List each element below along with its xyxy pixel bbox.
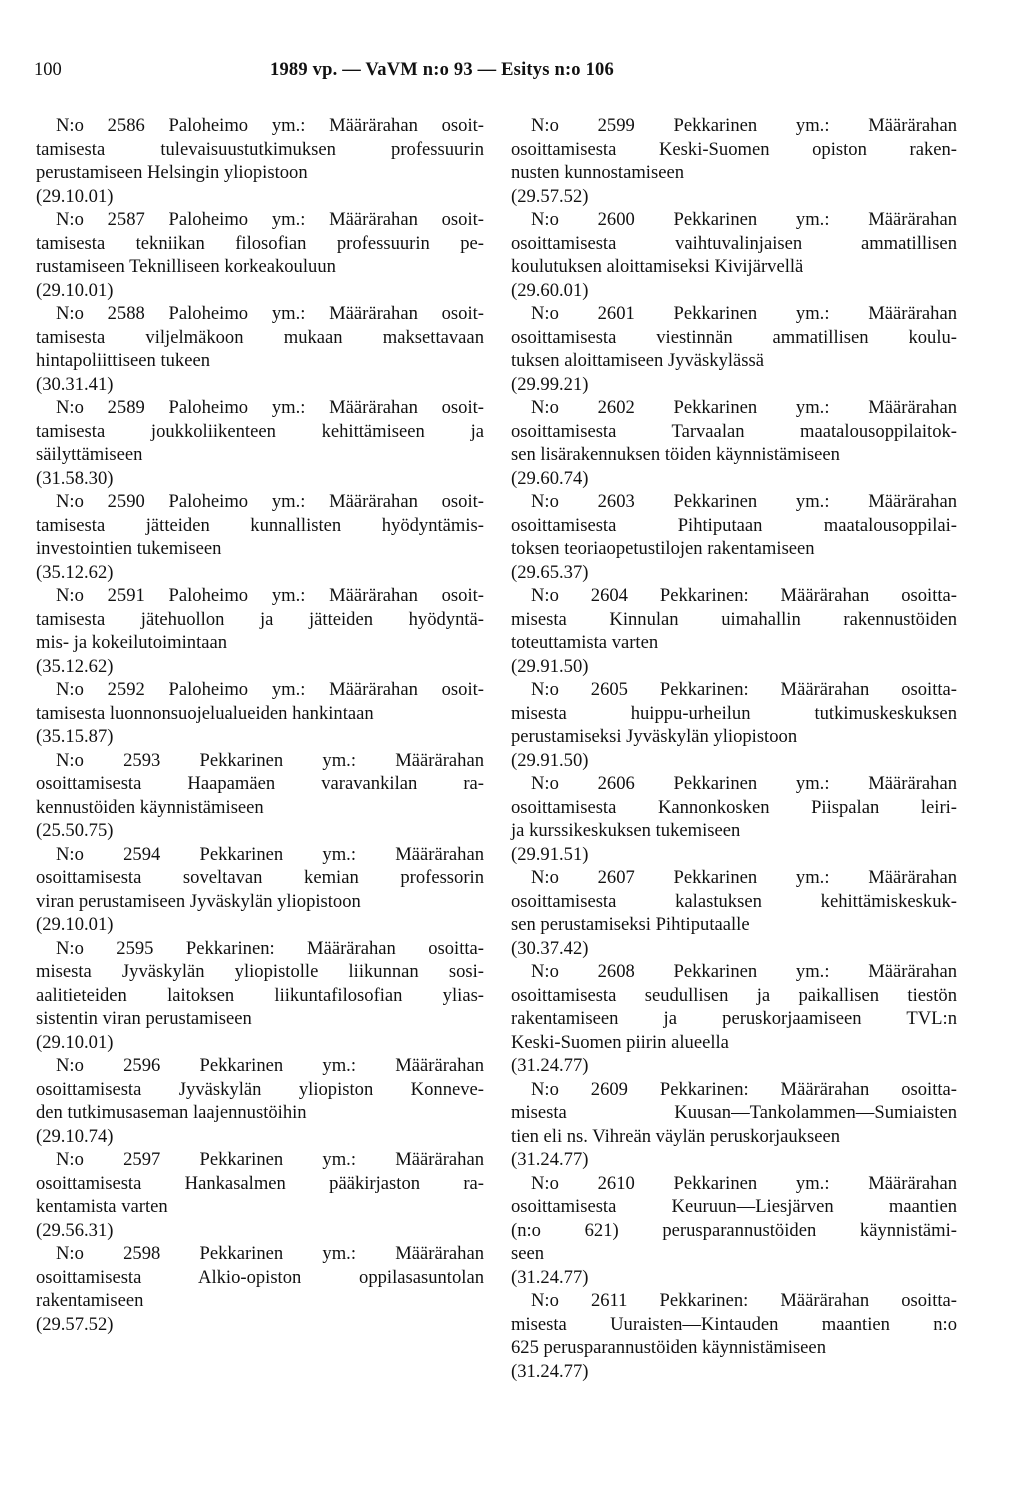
budget-item-ref: (30.37.42) — [511, 937, 589, 959]
budget-item-ref: (29.91.50) — [511, 655, 589, 677]
entry-text-line: osoittamisesta vaihtuvalinjaisen ammatillisen — [511, 232, 957, 254]
entry-text-line: N:o 2606 Pekkarinen ym.: Määrärahan — [531, 773, 957, 794]
budget-item-ref: (31.24.77) — [511, 1149, 589, 1170]
budget-item-ref: (29.60.74) — [511, 467, 589, 489]
entry-text-line: kentamista varten — [36, 1196, 168, 1217]
motion-entry — [511, 678, 957, 772]
page-header — [34, 60, 994, 88]
entry-text-line: rustamiseen Teknilliseen korkeakouluun — [36, 256, 336, 277]
entry-text-line: nusten kunnostamiseen — [511, 162, 684, 183]
budget-item-ref: (29.10.01) — [36, 914, 114, 935]
entry-text-line: misesta Uuraisten—Kintauden maantien n:o — [511, 1313, 957, 1335]
entry-text-line: N:o 2599 Pekkarinen ym.: Määrärahan — [531, 115, 957, 136]
entry-text-line: osoittamisesta Keuruun—Liesjärven maantien — [511, 1196, 957, 1217]
budget-item-ref: (31.24.77) — [511, 1360, 589, 1382]
entry-text-line: osoittamisesta Tarvaalan maatalousoppilaitok- — [511, 420, 957, 442]
right-column — [511, 114, 957, 1383]
budget-item-ref: (29.57.52) — [36, 1313, 114, 1335]
entry-text-line: N:o 2590 Paloheimo ym.: Määrärahan osoit- — [56, 491, 484, 512]
entry-text-line: osoittamisesta Hankasalmen pääkirjaston ra- — [36, 1172, 484, 1194]
motion-entry — [511, 396, 957, 490]
entry-text-line: koulutuksen aloittamiseksi Kivijärvellä — [511, 256, 804, 277]
page-number: 100 — [34, 60, 62, 80]
budget-item-ref: (31.24.77) — [511, 1266, 589, 1288]
entry-text-line: misesta Kinnulan uimahallin rakennustöiden — [511, 608, 957, 630]
entry-text-line: misesta Jyväskylän yliopistolle liikunnan sosi- — [36, 961, 484, 982]
entry-text-line: (n:o 621) perusparannustöiden käynnistämi- — [511, 1219, 957, 1241]
budget-item-ref: (29.60.01) — [511, 279, 589, 301]
entry-text-line: N:o 2609 Pekkarinen: Määrärahan osoitta- — [531, 1078, 957, 1100]
budget-item-ref: (29.57.52) — [511, 185, 589, 207]
entry-text-line: N:o 2588 Paloheimo ym.: Määrärahan osoit- — [56, 303, 484, 324]
entry-text-line: perustamiseen Helsingin yliopistoon — [36, 162, 308, 183]
entry-text-line: N:o 2597 Pekkarinen ym.: Määrärahan — [56, 1149, 484, 1170]
motion-entry — [36, 302, 484, 396]
entry-text-line: den tutkimusaseman laajennustöihin — [36, 1102, 307, 1123]
motion-entry — [511, 1289, 957, 1383]
budget-item-ref: (31.58.30) — [36, 467, 114, 489]
entry-text-line: N:o 2596 Pekkarinen ym.: Määrärahan — [56, 1055, 484, 1076]
motion-entry — [36, 843, 484, 937]
budget-item-ref: (35.12.62) — [36, 561, 114, 583]
entry-text-line: N:o 2594 Pekkarinen ym.: Määrärahan — [56, 843, 484, 865]
entry-text-line: N:o 2595 Pekkarinen: Määrärahan osoitta- — [56, 937, 484, 959]
entry-text-line: kennustöiden käynnistämiseen — [36, 796, 264, 818]
entry-text-line: osoittamisesta seudullisen ja paikallisen tiestön — [511, 984, 957, 1006]
entry-text-line: N:o 2598 Pekkarinen ym.: Määrärahan — [56, 1243, 484, 1264]
entry-text-line: 625 perusparannustöiden käynnistämiseen — [511, 1337, 826, 1358]
entry-text-line: N:o 2607 Pekkarinen ym.: Määrärahan — [531, 867, 957, 888]
budget-item-ref: (31.24.77) — [511, 1055, 589, 1076]
entry-text-line: toteuttamista varten — [511, 632, 659, 653]
motion-entry — [36, 749, 484, 843]
entry-text-line: N:o 2600 Pekkarinen ym.: Määrärahan — [531, 209, 957, 230]
entry-text-line: rakentamiseen ja peruskorjaamiseen TVL:n — [511, 1008, 957, 1029]
entry-text-line: N:o 2592 Paloheimo ym.: Määrärahan osoit- — [56, 679, 484, 700]
entry-text-line: osoittamisesta Keski-Suomen opiston raken- — [511, 138, 957, 160]
entry-text-line: viran perustamiseen Jyväskylän yliopistoon — [36, 890, 361, 912]
entry-text-line: toksen teoriaopetustilojen rakentamiseen — [511, 538, 815, 559]
entry-text-line: N:o 2605 Pekkarinen: Määrärahan osoitta- — [531, 679, 957, 700]
budget-item-ref: (29.10.01) — [36, 1031, 114, 1053]
entry-text-line: N:o 2587 Paloheimo ym.: Määrärahan osoit- — [56, 209, 484, 230]
entry-text-line: N:o 2601 Pekkarinen ym.: Määrärahan — [531, 303, 957, 324]
entry-text-line: tamisesta tekniikan filosofian professuurin pe- — [36, 232, 484, 254]
motion-entry — [511, 490, 957, 584]
entry-text-line: osoittamisesta Haapamäen varavankilan ra- — [36, 773, 484, 794]
budget-item-ref: (29.91.51) — [511, 843, 589, 865]
entry-text-line: rakentamiseen — [36, 1290, 144, 1311]
entry-text-line: säilyttämiseen — [36, 444, 143, 465]
entry-text-line: tamisesta luonnonsuojelualueiden hankintaan — [36, 702, 374, 724]
motion-entry — [511, 1172, 957, 1290]
motion-entry — [511, 114, 957, 208]
entry-text-line: osoittamisesta Kannonkosken Piispalan leiri- — [511, 796, 957, 818]
entry-text-line: seen — [511, 1243, 545, 1264]
motion-entry — [36, 937, 484, 1055]
entry-text-line: investointien tukemiseen — [36, 538, 222, 559]
entry-text-line: hintapoliittiseen tukeen — [36, 350, 211, 371]
entry-text-line: osoittamisesta viestinnän ammatillisen koulu- — [511, 326, 957, 348]
entry-text-line: osoittamisesta Alkio-opiston oppilasasuntolan — [36, 1266, 484, 1288]
entry-text-line: N:o 2608 Pekkarinen ym.: Määrärahan — [531, 961, 957, 982]
entry-text-line: tamisesta viljelmäkoon mukaan maksettavaan — [36, 326, 484, 348]
budget-item-ref: (29.10.74) — [36, 1125, 114, 1147]
motion-entry — [511, 584, 957, 678]
budget-item-ref: (35.12.62) — [36, 655, 114, 677]
budget-item-ref: (29.10.01) — [36, 185, 114, 207]
entry-text-line: osoittamisesta soveltavan kemian professorin — [36, 867, 484, 888]
budget-item-ref: (29.56.31) — [36, 1219, 114, 1241]
motion-entry — [36, 584, 484, 678]
entry-text-line: N:o 2610 Pekkarinen ym.: Määrärahan — [531, 1172, 957, 1194]
motion-entry — [36, 1148, 484, 1242]
budget-item-ref: (30.31.41) — [36, 373, 114, 395]
entry-text-line: N:o 2611 Pekkarinen: Määrärahan osoitta- — [531, 1290, 957, 1311]
entry-text-line: misesta huippu-urheilun tutkimuskeskuksen — [511, 702, 957, 724]
entry-text-line: N:o 2593 Pekkarinen ym.: Määrärahan — [56, 749, 484, 771]
budget-item-ref: (29.10.01) — [36, 279, 114, 301]
running-title: 1989 vp. — VaVM n:o 93 — Esitys n:o 106 — [270, 60, 614, 80]
entry-text-line: sistentin viran perustamiseen — [36, 1008, 252, 1029]
motion-entry — [511, 208, 957, 302]
entry-text-line: osoittamisesta Jyväskylän yliopiston Konneve- — [36, 1078, 484, 1100]
motion-entry — [36, 490, 484, 584]
entry-text-line: aalitieteiden laitoksen liikuntafilosofian ylias- — [36, 984, 484, 1006]
entry-text-line: tamisesta tulevaisuustutkimuksen professuurin — [36, 138, 484, 160]
motion-entry — [36, 678, 484, 749]
entry-text-line: tamisesta joukkoliikenteen kehittämiseen ja — [36, 420, 484, 442]
motion-entry — [36, 396, 484, 490]
entry-text-line: sen perustamiseksi Pihtiputaalle — [511, 914, 750, 935]
entry-text-line: tien eli ns. Vihreän väylän peruskorjaukseen — [511, 1125, 840, 1147]
left-column — [36, 114, 484, 1336]
motion-entry — [36, 114, 484, 208]
budget-item-ref: (29.91.50) — [511, 749, 589, 771]
budget-item-ref: (25.50.75) — [36, 820, 114, 841]
motion-entry — [36, 1054, 484, 1148]
entry-text-line: osoittamisesta Pihtiputaan maatalousoppilai- — [511, 514, 957, 536]
budget-item-ref: (29.99.21) — [511, 373, 589, 395]
motion-entry — [511, 1078, 957, 1172]
entry-text-line: N:o 2602 Pekkarinen ym.: Määrärahan — [531, 397, 957, 418]
budget-item-ref: (35.15.87) — [36, 726, 114, 747]
motion-entry — [511, 866, 957, 960]
entry-text-line: sen lisärakennuksen töiden käynnistämiseen — [511, 444, 840, 465]
entry-text-line: perustamiseksi Jyväskylän yliopistoon — [511, 726, 798, 747]
entry-text-line: mis- ja kokeilutoimintaan — [36, 632, 228, 653]
motion-entry — [36, 208, 484, 302]
entry-text-line: tuksen aloittamiseen Jyväskylässä — [511, 350, 765, 371]
entry-text-line: tamisesta jätehuollon ja jätteiden hyödyntä- — [36, 608, 484, 630]
entry-text-line: N:o 2603 Pekkarinen ym.: Määrärahan — [531, 491, 957, 512]
budget-item-ref: (29.65.37) — [511, 561, 589, 583]
entry-text-line: ja kurssikeskuksen tukemiseen — [511, 820, 741, 841]
entry-text-line: tamisesta jätteiden kunnallisten hyödyntämis- — [36, 514, 484, 536]
entry-text-line: Keski-Suomen piirin alueella — [511, 1031, 729, 1053]
motion-entry — [511, 772, 957, 866]
entry-text-line: N:o 2589 Paloheimo ym.: Määrärahan osoit- — [56, 397, 484, 418]
entry-text-line: N:o 2604 Pekkarinen: Määrärahan osoitta- — [531, 585, 957, 606]
motion-entry — [36, 1242, 484, 1336]
entry-text-line: misesta Kuusan—Tankolammen—Sumiaisten — [511, 1102, 957, 1123]
motion-entry — [511, 302, 957, 396]
entry-text-line: N:o 2591 Paloheimo ym.: Määrärahan osoit- — [56, 585, 484, 606]
motion-entry — [511, 960, 957, 1078]
entry-text-line: osoittamisesta kalastuksen kehittämiskeskuk- — [511, 890, 957, 912]
entry-text-line: N:o 2586 Paloheimo ym.: Määrärahan osoit- — [56, 115, 484, 136]
